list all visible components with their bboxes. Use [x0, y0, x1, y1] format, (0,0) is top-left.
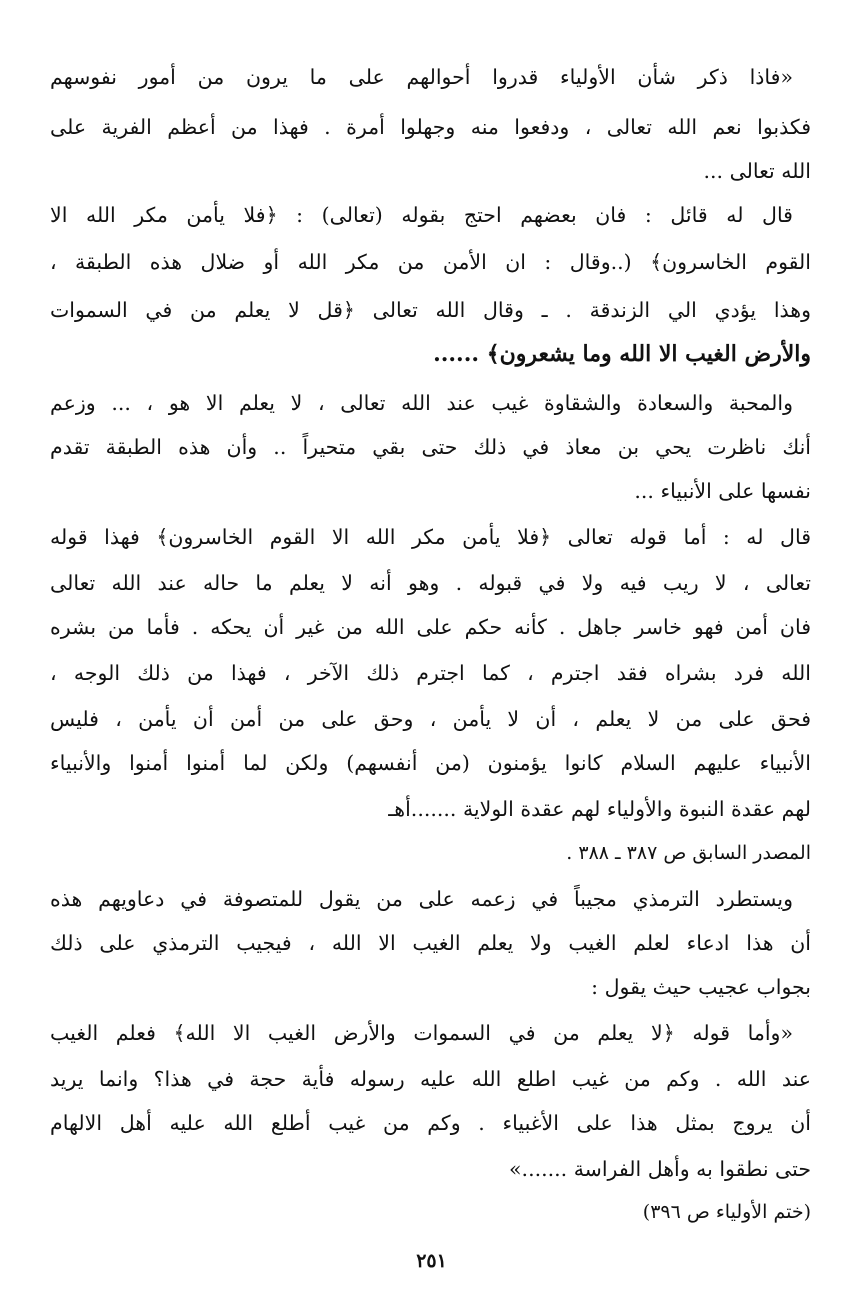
source-reference: (ختم الأولياء ص ٣٩٦): [642, 1201, 811, 1223]
text-line: الأنبياء عليهم السلام كانوا يؤمنون (من أنفسهم) ولكن لما أمنوا أمنوا والأنبياء: [50, 751, 811, 775]
source-reference: المصدر السابق ص ٣٨٧ ـ ٣٨٨ .: [566, 842, 811, 864]
text-line: أنك ناظرت يحي بن معاذ في ذلك حتى بقي متحيراً .. وأن هذه الطبقة تقدم: [50, 435, 811, 459]
text-line: الله تعالى ...: [703, 159, 811, 183]
text-line: تعالى ، لا ريب فيه ولا في قبوله . وهو أنه لا يعلم ما حاله عند الله تعالى: [50, 571, 811, 595]
text-line: أن يروج بمثل هذا على الأغبياء . وكم من غيب أطلع الله عليه أهل الالهام: [50, 1111, 811, 1135]
text-line: ويستطرد الترمذي مجيباً في زعمه على من يقول للمتصوفة في دعاويهم هذه: [50, 887, 793, 911]
text-line: «وأما قوله ﴿لا يعلم من في السموات والأرض الغيب الا الله﴾ فعلم الغيب: [50, 1021, 793, 1045]
text-line: نفسها على الأنبياء ...: [634, 479, 811, 503]
text-line: بجواب عجيب حيث يقول :: [591, 975, 811, 999]
text-line: القوم الخاسرون﴾ (..وقال : ان الأمن من مكر الله أو ضلال هذه الطبقة ،: [50, 250, 811, 274]
page-number: ٢٥١: [416, 1250, 447, 1272]
text-line: فان أمن فهو خاسر جاهل . كأنه حكم على الله من غير أن يحكه . فأما من بشره: [50, 615, 811, 639]
text-line: قال له : أما قوله تعالى ﴿فلا يأمن مكر الله الا القوم الخاسرون﴾ فهذا قوله: [50, 525, 811, 549]
text-line: أن هذا ادعاء لعلم الغيب ولا يعلم الغيب الا الله ، فيجيب الترمذي على ذلك: [50, 931, 811, 955]
text-line: قال له قائل : فان بعضهم احتج بقوله (تعالى) : ﴿فلا يأمن مكر الله الا: [50, 203, 793, 227]
text-line: وهذا يؤدي الي الزندقة . ـ وقال الله تعالى ﴿قل لا يعلم من في السموات: [50, 298, 811, 322]
text-line: فكذبوا نعم الله تعالى ، ودفعوا منه وجهلوا أمرة . فهذا من أعظم الفرية على: [50, 115, 811, 139]
text-line: «فاذا ذكر شأن الأولياء قدروا أحوالهم على ما يرون من أمور نفوسهم: [50, 65, 793, 89]
text-line: فحق على من لا يعلم ، أن لا يأمن ، وحق على من أمن أن يأمن ، فليس: [50, 707, 811, 731]
text-line: عند الله . وكم من غيب اطلع الله عليه رسوله فأية حجة في هذا؟ وانما يريد: [50, 1067, 811, 1091]
text-line: والأرض الغيب الا الله وما يشعرون﴾ ......: [433, 341, 811, 367]
text-line: والمحبة والسعادة والشقاوة غيب عند الله تعالى ، لا يعلم الا هو ، ... وزعم: [50, 391, 793, 415]
text-line: الله فرد بشراه فقد اجترم ، كما اجترم ذلك الآخر ، فهذا من ذلك الوجه ،: [50, 661, 811, 685]
text-line: حتى نطقوا به وأهل الفراسة .......»: [509, 1157, 811, 1181]
text-line: لهم عقدة النبوة والأولياء لهم عقدة الولاية .......أهـ: [388, 797, 811, 821]
